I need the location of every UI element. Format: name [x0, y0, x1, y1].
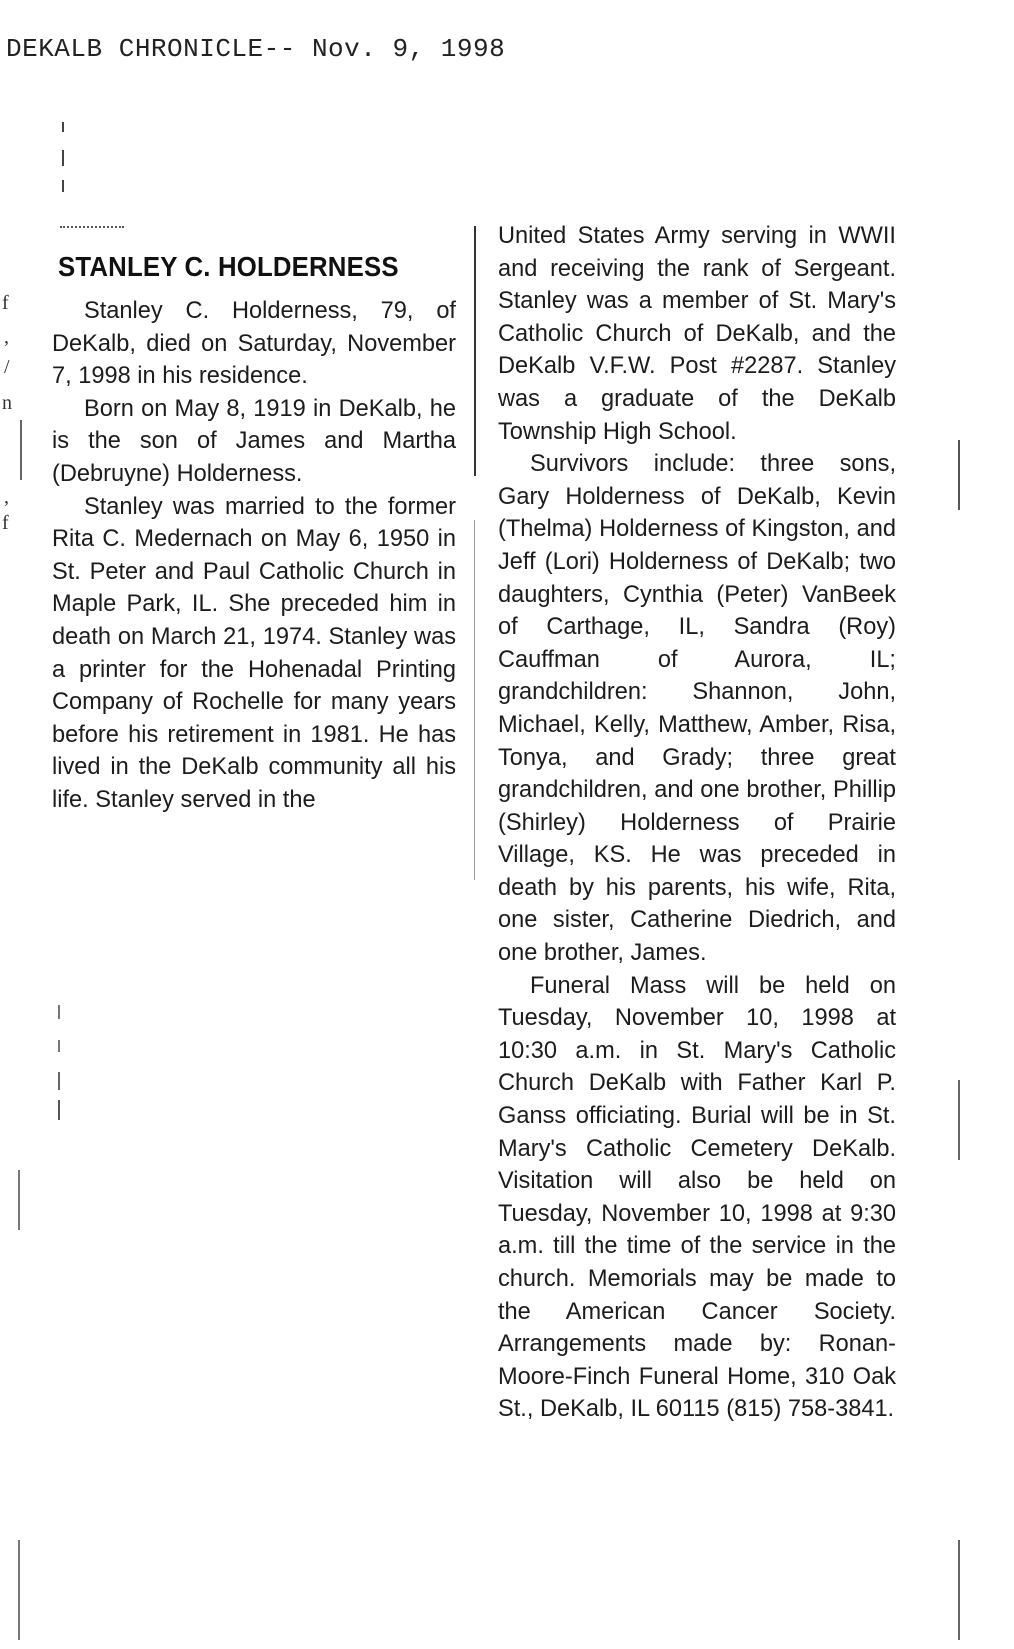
- clipping-mark: [62, 122, 64, 132]
- clipping-mark: [58, 1005, 60, 1019]
- clipping-mark: [58, 1100, 60, 1120]
- obituary-column-2: [498, 220, 896, 1426]
- obituary-paragraph: Survivors include: three sons, Gary Holderness of DeKalb, Kevin (Thelma) Holderness of Kingston, and Jeff (Lori) Holderness of DeKalb; two daughters, Cynthia (Peter) VanBeek of Carthage, IL, Sandra (Roy) Cauffman of Aurora, IL; grandchildren: Shannon, John, Michael, Kelly, Matthew, Amber, Risa, Tonya, and Grady; three great grandchildren, and one brother, Phillip (Shirley) Holderness of Prairie Village, KS. He was preceded in death by his parents, his wife, Rita, one sister, Catherine Diedrich, and one brother, James.: [498, 451, 896, 967]
- edge-fragment: ,: [4, 326, 9, 348]
- obituary-paragraph: United States Army serving in WWII and receiving the rank of Sergeant. Stanley was a member of St. Mary's Catholic Church of DeKalb, and the DeKalb V.F.W. Post #2287. Stanley was a graduate of the DeKalb Township High School.: [498, 223, 896, 445]
- edge-fragment: f: [2, 292, 9, 314]
- obituary-paragraph: Stanley C. Holderness, 79, of DeKalb, died on Saturday, November 7, 1998 in his residence.: [52, 298, 456, 390]
- right-edge-line: [958, 440, 960, 510]
- clipping-mark: [58, 1072, 60, 1090]
- obituary-paragraph: Stanley was married to the former Rita C. Medernach on May 6, 1950 in St. Peter and Paul Catholic Church in Maple Park, IL. She preceded him in death on March 21, 1974. Stanley was a printer for the Hohenadal Printing Company of Rochelle for many years before his retirement in 1981. He has lived in the DeKalb community all his life. Stanley served in the: [52, 493, 456, 813]
- page-edge-line: [20, 420, 22, 480]
- clipping-dotted-line: [60, 226, 124, 228]
- right-edge-line: [958, 1540, 960, 1640]
- column-divider: [474, 520, 475, 880]
- clipping-mark: [58, 1040, 60, 1052]
- edge-fragment: n: [2, 392, 12, 414]
- column-divider: [474, 226, 476, 476]
- page-edge-line: [18, 1170, 20, 1230]
- edge-fragment: f: [2, 512, 9, 534]
- obituary-paragraph: Born on May 8, 1919 in DeKalb, he is the son of James and Martha (Debruyne) Holderness.: [52, 395, 456, 487]
- right-edge-line: [958, 1080, 960, 1160]
- clipping-mark: [62, 150, 64, 166]
- obituary-paragraph: Funeral Mass will be held on Tuesday, November 10, 1998 at 10:30 a.m. in St. Mary's Catholic Church DeKalb with Father Karl P. Ganss officiating. Burial will be in St. Mary's Catholic Cemetery DeKalb. Visitation will also be held on Tuesday, November 10, 1998 at 9:30 a.m. till the time of the service in the church. Memorials may be made to the American Cancer Society. Arrangements made by: Ronan-Moore-Finch Funeral Home, 310 Oak St., DeKalb, IL 60115 (815) 758-3841.: [498, 972, 896, 1423]
- edge-fragment: /: [4, 356, 10, 378]
- edge-fragment: ,: [4, 486, 9, 508]
- page-edge-line: [18, 1540, 20, 1640]
- obituary-title: STANLEY C. HOLDERNESS: [58, 251, 399, 282]
- newspaper-masthead: DEKALB CHRONICLE-- Nov. 9, 1998: [6, 34, 506, 64]
- obituary-column-1: [52, 295, 456, 817]
- clipping-mark: [62, 180, 64, 192]
